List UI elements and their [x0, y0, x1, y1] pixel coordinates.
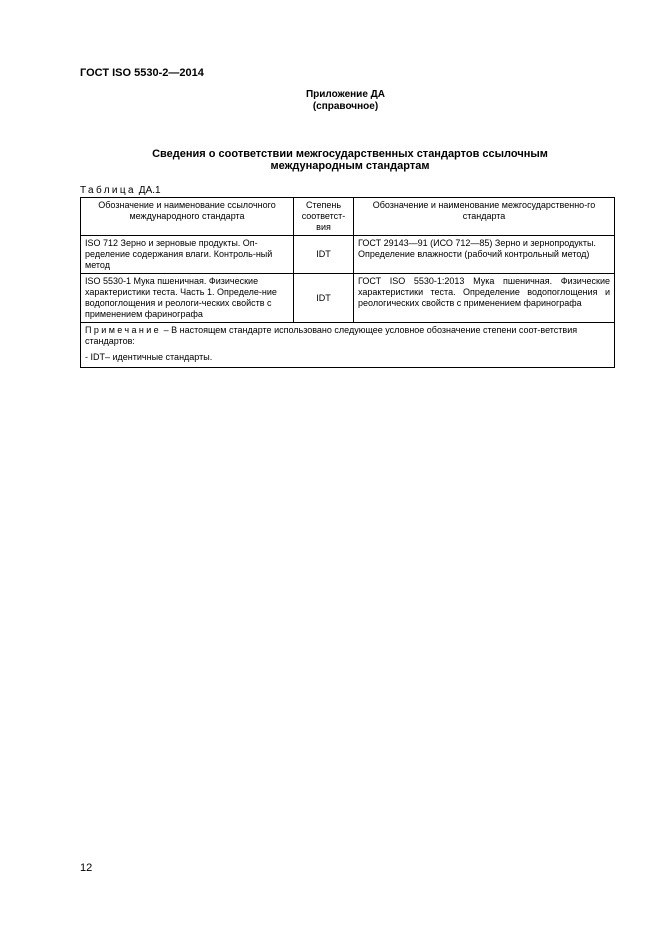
section-title-line1: Сведения о соответствии межгосударственных стандартов ссылочным [152, 148, 548, 160]
table-caption-number: ДА.1 [138, 185, 161, 196]
page-number: 12 [80, 862, 93, 874]
header-degree: Степень соответст-вия [294, 198, 354, 236]
table-row [81, 236, 615, 274]
cell-degree: IDT [294, 274, 354, 323]
table-note [81, 323, 615, 368]
note-label: Примечание [85, 325, 162, 335]
table-header-row [81, 198, 615, 236]
table-note-row [81, 323, 615, 368]
cell-interstate-standard: ГОСТ 29143—91 (ИСО 712—85) Зерно и зернопродукты. Определение влажности (рабочий контрольный метод) [354, 236, 615, 274]
section-title [110, 148, 590, 172]
cell-degree: IDT [294, 236, 354, 274]
appendix-subtitle: (справочное) [312, 101, 379, 112]
appendix-title: Приложение ДА [305, 89, 386, 100]
header-intl-standard: Обозначение и наименование ссылочного международного стандарта [81, 198, 294, 236]
header-interstate-standard: Обозначение и наименование межгосударственно-го стандарта [354, 198, 615, 236]
note-body: – В настоящем стандарте использовано следующее условное обозначение степени соот-ветствия стандартов: [85, 325, 578, 346]
note-item: - IDT– идентичные стандарты. [85, 352, 213, 362]
note-text [85, 325, 610, 347]
cell-intl-standard: ISO 5530-1 Мука пшеничная. Физические характеристики теста. Часть 1. Определе-ние водопоглощения и реологи-ческих свойств с применением фаринографа [81, 274, 294, 323]
table-caption-label: Таблица [80, 185, 137, 196]
table-caption [80, 185, 161, 196]
cell-intl-standard: ISO 712 Зерно и зерновые продукты. Оп-ределение содержания влаги. Контроль-ный метод [81, 236, 294, 274]
table-row [81, 274, 615, 323]
appendix-heading [0, 89, 661, 113]
document-id: ГОСТ ISO 5530-2—2014 [80, 67, 204, 79]
correspondence-table [80, 197, 615, 368]
section-title-line2: международным стандартам [270, 160, 430, 172]
cell-interstate-standard: ГОСТ ISO 5530-1:2013 Мука пшеничная. Физические характеристики теста. Определение водопоглощения и реологических свойств с применением фаринографа [354, 274, 615, 323]
